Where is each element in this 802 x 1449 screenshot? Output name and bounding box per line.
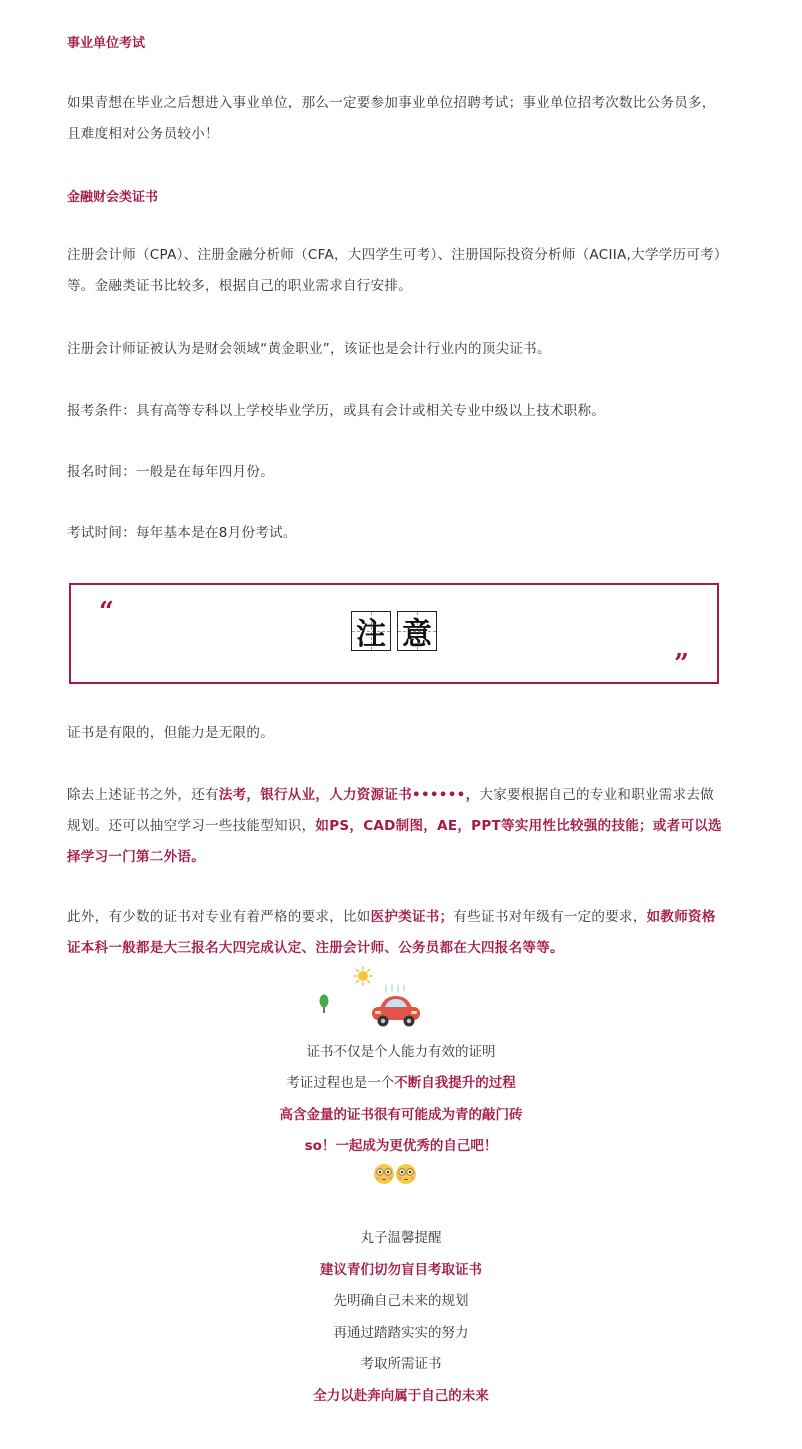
paragraph-signup: 报名时间：一般是在每年四月份。 [67,464,274,480]
closing-line-4: so！一起成为更优秀的自己吧！ [304,1138,498,1154]
open-quote-icon: “ [99,597,114,627]
paragraph-cpa: 注册会计师证被认为是财会领域“黄金职业”，该证也是会计行业内的顶尖证书。 [67,341,551,357]
tree-icon [318,994,330,1014]
paragraph-condition: 报考条件：具有高等专科以上学校毕业学历，或具有会计或相关专业中级以上技术职称。 [67,403,606,419]
reminder-line-6: 全力以赴奔向属于自己的未来 [313,1388,489,1404]
heading-jinrong: 金融财会类证书 [67,190,159,205]
reminder-line-5: 考取所需证书 [360,1356,442,1372]
closing-line-3: 高含金量的证书很有可能成为青的敲门砖 [279,1107,523,1123]
paragraph-jinrong: 注册会计师（CPA）、注册金融分析师（CFA，大四学生可考）、注册国际投资分析师（ACIIA,大学学历可考）等。金融类证书比较多，根据自己的职业需求自行安排。 [67,247,721,294]
paragraph-limit: 证书是有限的，但能力是无限的。 [67,725,274,741]
closing-line-1: 证书不仅是个人能力有效的证明 [306,1044,496,1060]
car-icon [366,984,426,1030]
flushed-face-icon [373,1163,417,1185]
sun-icon [353,966,373,986]
closing-line-2: 考证过程也是一个不断自我提升的过程 [286,1075,516,1091]
notice-box [69,583,719,684]
paragraph-other-certs: 除去上述证书之外，还有法考，银行从业，人力资源证书••••••，大家要根据自己的专业和职业需求去做规划。还可以抽空学习一些技能型知识，如PS，CAD制图，AE，PPT等实用性比较强的技能；或者可以选择学习一门第二外语。 [67,787,722,865]
reminder-line-2: 建议青们切勿盲目考取证书 [320,1262,482,1278]
notice-title [351,611,437,651]
reminder-line-4: 再通过踏踏实实的努力 [333,1325,469,1341]
reminder-line-1: 丸子温馨提醒 [360,1230,442,1246]
close-quote-icon: ” [674,649,689,679]
paragraph-exam: 考试时间：每年基本是在8月份考试。 [67,525,297,541]
heading-shiye: 事业单位考试 [67,36,146,51]
grid-char-zhu: 注 [351,611,391,651]
paragraph-requirements: 此外，有少数的证书对专业有着严格的要求，比如医护类证书；有些证书对年级有一定的要求，如教师资格证本科一般都是大三报名大四完成认定、注册会计师、公务员都在大四报名等等。 [67,909,716,956]
reminder-line-3: 先明确自己未来的规划 [333,1293,469,1309]
paragraph-shiye: 如果青想在毕业之后想进入事业单位，那么一定要参加事业单位招聘考试；事业单位招考次数比公务员多，且难度相对公务员较小！ [67,95,716,142]
grid-char-yi: 意 [397,611,437,651]
